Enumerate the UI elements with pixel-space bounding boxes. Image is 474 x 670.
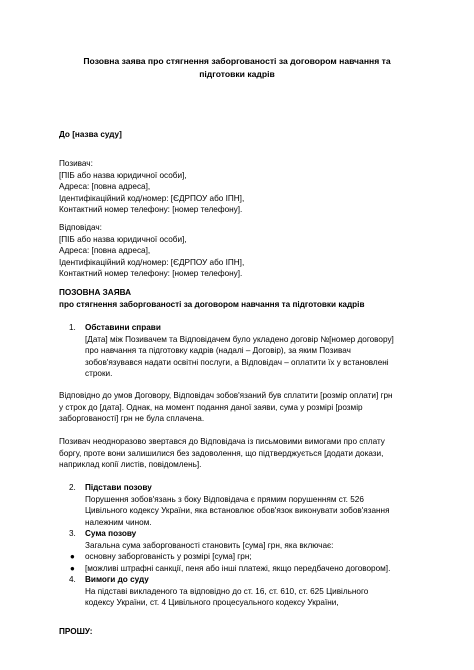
section-number: 3.	[69, 529, 76, 538]
section-number: 4.	[69, 575, 76, 584]
section-line: кодексу України, ст. 4 Цивільного процесуального кодексу України,	[85, 598, 339, 608]
claim-heading-block	[59, 287, 434, 310]
section-line: Загальна сума заборгованості становить [сума] грн, яка включає:	[85, 540, 334, 550]
section-line: строки.	[85, 369, 113, 379]
plaintiff-name: [ПІБ або назва юридичної особи],	[59, 170, 187, 180]
paragraph-line: у строк до [дата]. Однак, на момент подання даної заяви, сума у розмірі [розмір	[59, 402, 363, 412]
defendant-label: Відповідач:	[59, 223, 102, 232]
claim-subheading: про стягнення заборгованості за договором навчання та підготовки кадрів	[59, 299, 365, 309]
section-heading: Обставини справи	[85, 323, 161, 332]
defendant-phone: Контактний номер телефону: [номер телефону].	[59, 269, 243, 279]
section-line: Цивільного кодексу України, яка встановлює обов'язок виконувати зобов'язання	[85, 506, 390, 516]
plaintiff-label: Позивач:	[59, 159, 93, 168]
section-heading: Сума позову	[85, 529, 137, 538]
section-line: На підставі викладеного та відповідно до ст. 16, ст. 610, ст. 625 Цивільного	[85, 586, 369, 596]
plaintiff-block	[59, 158, 434, 216]
section-number: 1.	[69, 323, 76, 332]
court-line: До [назва суду]	[59, 130, 122, 139]
defendant-name: [ПІБ або назва юридичної особи],	[59, 234, 187, 244]
defendant-id: Ідентифікаційний код/номер: [ЄДРПОУ або ІПН],	[59, 257, 245, 267]
claim-heading: ПОЗОВНА ЗАЯВА	[59, 288, 131, 297]
title-line: Позовна заява про стягнення заборгованості за договором навчання та	[83, 56, 391, 66]
defendant-address: Адреса: [повна адреса],	[59, 246, 151, 256]
paragraph-line: наприклад копії листів, повідомлень].	[59, 460, 202, 470]
plaintiff-phone: Контактний номер телефону: [номер телефону].	[59, 205, 243, 215]
bullet-text: [можливі штрафні санкції, пеня або інші платежі, якщо передбачено договором].	[85, 564, 391, 573]
paragraph-line: боргу, проте вони залишилися без задоволення, що підтверджується [додати докази,	[59, 448, 384, 458]
plaintiff-id: Ідентифікаційний код/номер: [ЄДРПОУ або ІПН],	[59, 193, 245, 203]
section-body	[85, 494, 434, 529]
plaintiff-address: Адреса: [повна адреса],	[59, 182, 151, 192]
section-body	[85, 586, 434, 609]
section-line: зобов'язувався надати освітні послуги, а Відповідач – оплатити їх у встановлені	[85, 357, 389, 367]
section-heading: Вимоги до суду	[85, 575, 149, 584]
bullet-icon: ●	[70, 564, 75, 573]
section-line: Порушення зобов'язань з боку Відповідача є прямим порушенням ст. 526	[85, 494, 364, 504]
bullet-text: основну заборгованість у розмірі [сума] грн;	[85, 552, 252, 561]
defendant-block	[59, 222, 434, 280]
bullet-icon: ●	[70, 552, 75, 561]
paragraph-obligation	[59, 390, 434, 425]
section-number: 2.	[69, 483, 76, 492]
section-line: про навчання та підготовку кадрів (надалі – Договір), за яким Позивач	[85, 346, 351, 356]
section-body	[85, 540, 434, 552]
section-line: належним чином.	[85, 517, 152, 527]
section-line: [Дата] між Позивачем та Відповідачем було укладено договір №[номер договору]	[85, 334, 394, 344]
paragraph-line: Позивач неодноразово звертався до Відповідача із письмовими вимогами про сплату	[59, 437, 385, 446]
request-heading: ПРОШУ:	[59, 627, 93, 636]
section-heading: Підстави позову	[85, 483, 152, 492]
paragraph-demands	[59, 436, 434, 471]
title-line: підготовки кадрів	[199, 68, 275, 79]
document-title	[40, 55, 434, 80]
paragraph-line: заборгованості] грн не була сплачена.	[59, 414, 205, 424]
paragraph-line: Відповідно до умов Договору, Відповідач зобов'язаний був сплатити [розмір оплати] грн	[59, 391, 393, 400]
section-body	[85, 334, 434, 380]
